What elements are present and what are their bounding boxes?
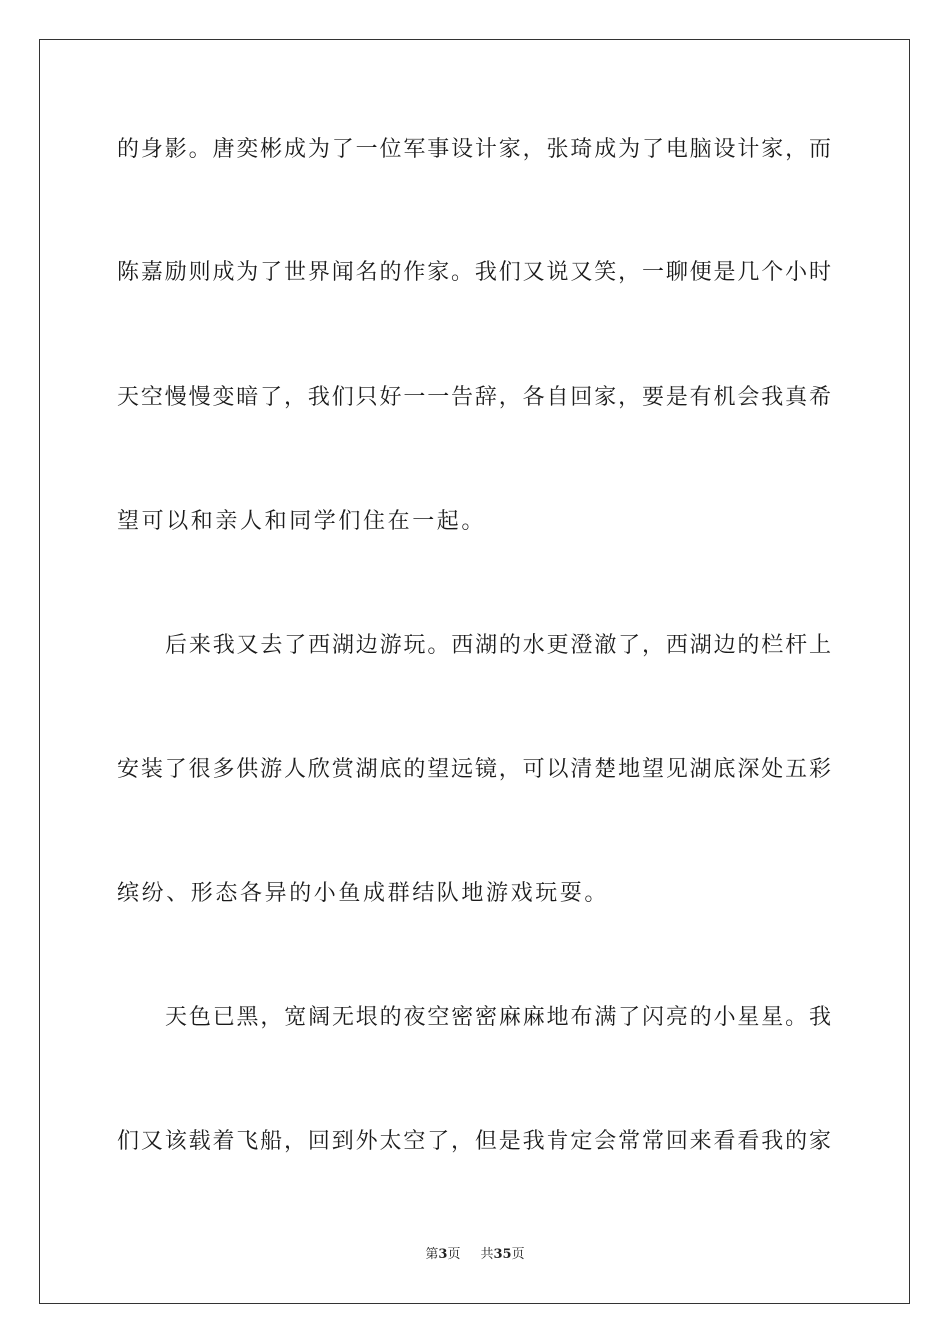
text-line-6: 安装了很多供游人欣赏湖底的望远镜，可以清楚地望见湖底深处五彩 — [117, 757, 831, 782]
page-border — [39, 39, 910, 1304]
footer-page-total: 35 — [493, 1247, 512, 1262]
text-line-1: 的身影。唐奕彬成为了一位军事设计家，张琦成为了电脑设计家，而 — [117, 137, 831, 162]
footer-page-current: 3 — [438, 1247, 448, 1262]
text-line-4: 望可以和亲人和同学们住在一起。 — [117, 509, 487, 534]
text-line-8: 天色已黑，宽阔无垠的夜空密密麻麻地布满了闪亮的小星星。我 — [165, 1005, 831, 1030]
text-line-2: 陈嘉励则成为了世界闻名的作家。我们又说又笑，一聊便是几个小时 — [117, 260, 831, 285]
footer-page-prefix: 第 — [425, 1247, 439, 1262]
page-footer — [0, 1246, 950, 1264]
footer-total-unit: 页 — [511, 1247, 525, 1262]
text-line-5: 后来我又去了西湖边游玩。西湖的水更澄澈了，西湖边的栏杆上 — [165, 633, 831, 658]
footer-total-prefix: 共 — [480, 1247, 494, 1262]
text-line-3: 天空慢慢变暗了，我们只好一一告辞，各自回家，要是有机会我真希 — [117, 385, 831, 410]
text-line-9: 们又该载着飞船，回到外太空了，但是我肯定会常常回来看看我的家 — [117, 1129, 831, 1154]
footer-page-unit: 页 — [447, 1247, 461, 1262]
text-line-7: 缤纷、形态各异的小鱼成群结队地游戏玩耍。 — [117, 881, 610, 906]
